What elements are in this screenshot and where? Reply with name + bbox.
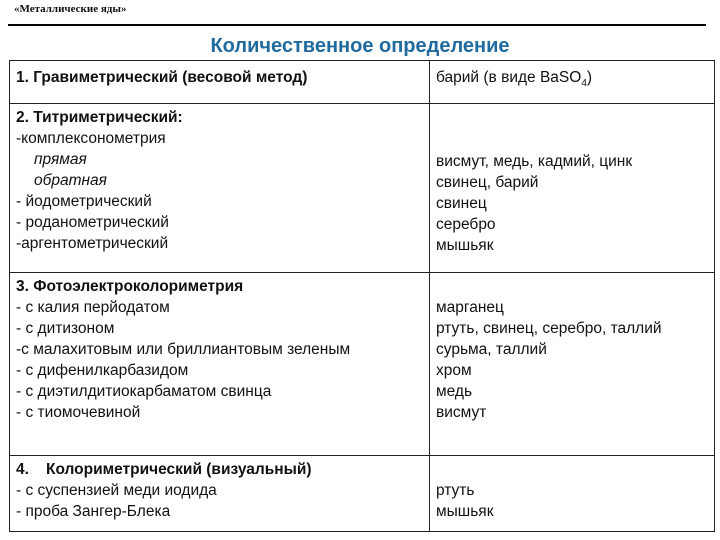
method-item: -комплексонометрия bbox=[16, 130, 166, 147]
element-value: висмут, медь, кадмий, цинк bbox=[436, 153, 633, 170]
method-subitem: прямая bbox=[34, 151, 87, 168]
element-value: мышьяк bbox=[436, 503, 494, 520]
method-cell bbox=[10, 61, 430, 104]
method-heading: 1. Гравиметрический (весовой метод) bbox=[16, 69, 308, 86]
method-item: - роданометрический bbox=[16, 214, 169, 231]
methods-table bbox=[9, 60, 715, 532]
table-row bbox=[10, 273, 715, 456]
method-cell bbox=[10, 104, 430, 273]
element-value: свинец bbox=[436, 195, 487, 212]
element-value: висмут bbox=[436, 404, 487, 421]
element-value: серебро bbox=[436, 216, 496, 233]
element-value: хром bbox=[436, 362, 472, 379]
element-value-subscript: 4 bbox=[581, 78, 587, 90]
method-item: - с калия перйодатом bbox=[16, 299, 170, 316]
method-item: - с суспензией меди иодида bbox=[16, 482, 217, 499]
element-value-text: барий (в виде BaSO bbox=[436, 69, 582, 86]
method-subitem: обратная bbox=[34, 172, 107, 189]
method-item: - с дифенилкарбазидом bbox=[16, 362, 189, 379]
table-row bbox=[10, 104, 715, 273]
method-number: 4. bbox=[16, 461, 29, 478]
method-item: -аргентометрический bbox=[16, 235, 169, 252]
method-item: - йодометрический bbox=[16, 193, 152, 210]
header-divider bbox=[8, 24, 706, 26]
method-item: - с диэтилдитиокарбаматом свинца bbox=[16, 383, 272, 400]
method-item: - с тиомочевиной bbox=[16, 404, 141, 421]
table-row bbox=[10, 61, 715, 104]
method-heading bbox=[16, 459, 423, 480]
element-value-tail: ) bbox=[586, 69, 593, 86]
slide-title: Количественное определение bbox=[210, 35, 510, 57]
method-heading-text: Колориметрический (визуальный) bbox=[46, 461, 312, 478]
element-value: сурьма, таллий bbox=[436, 341, 547, 358]
element-value: мышьяк bbox=[436, 237, 494, 254]
element-value: марганец bbox=[436, 299, 504, 316]
element-cell bbox=[430, 104, 715, 273]
method-item: - с дитизоном bbox=[16, 320, 115, 337]
element-cell bbox=[430, 61, 715, 104]
table-row bbox=[10, 456, 715, 532]
element-value: медь bbox=[436, 383, 473, 400]
element-cell bbox=[430, 273, 715, 456]
method-item: -с малахитовым или бриллиантовым зеленым bbox=[16, 341, 351, 358]
element-cell bbox=[430, 456, 715, 532]
element-value: ртуть, свинец, серебро, таллий bbox=[436, 320, 662, 337]
element-value: ртуть bbox=[436, 482, 475, 499]
method-heading: 2. Титриметрический: bbox=[16, 109, 183, 126]
method-cell bbox=[10, 273, 430, 456]
method-heading: 3. Фотоэлектроколориметрия bbox=[16, 278, 244, 295]
presentation-title: «Металлические яды» bbox=[14, 3, 127, 15]
method-cell bbox=[10, 456, 430, 532]
method-item: - проба Зангер-Блека bbox=[16, 503, 171, 520]
element-value bbox=[436, 67, 708, 88]
element-value: свинец, барий bbox=[436, 174, 539, 191]
